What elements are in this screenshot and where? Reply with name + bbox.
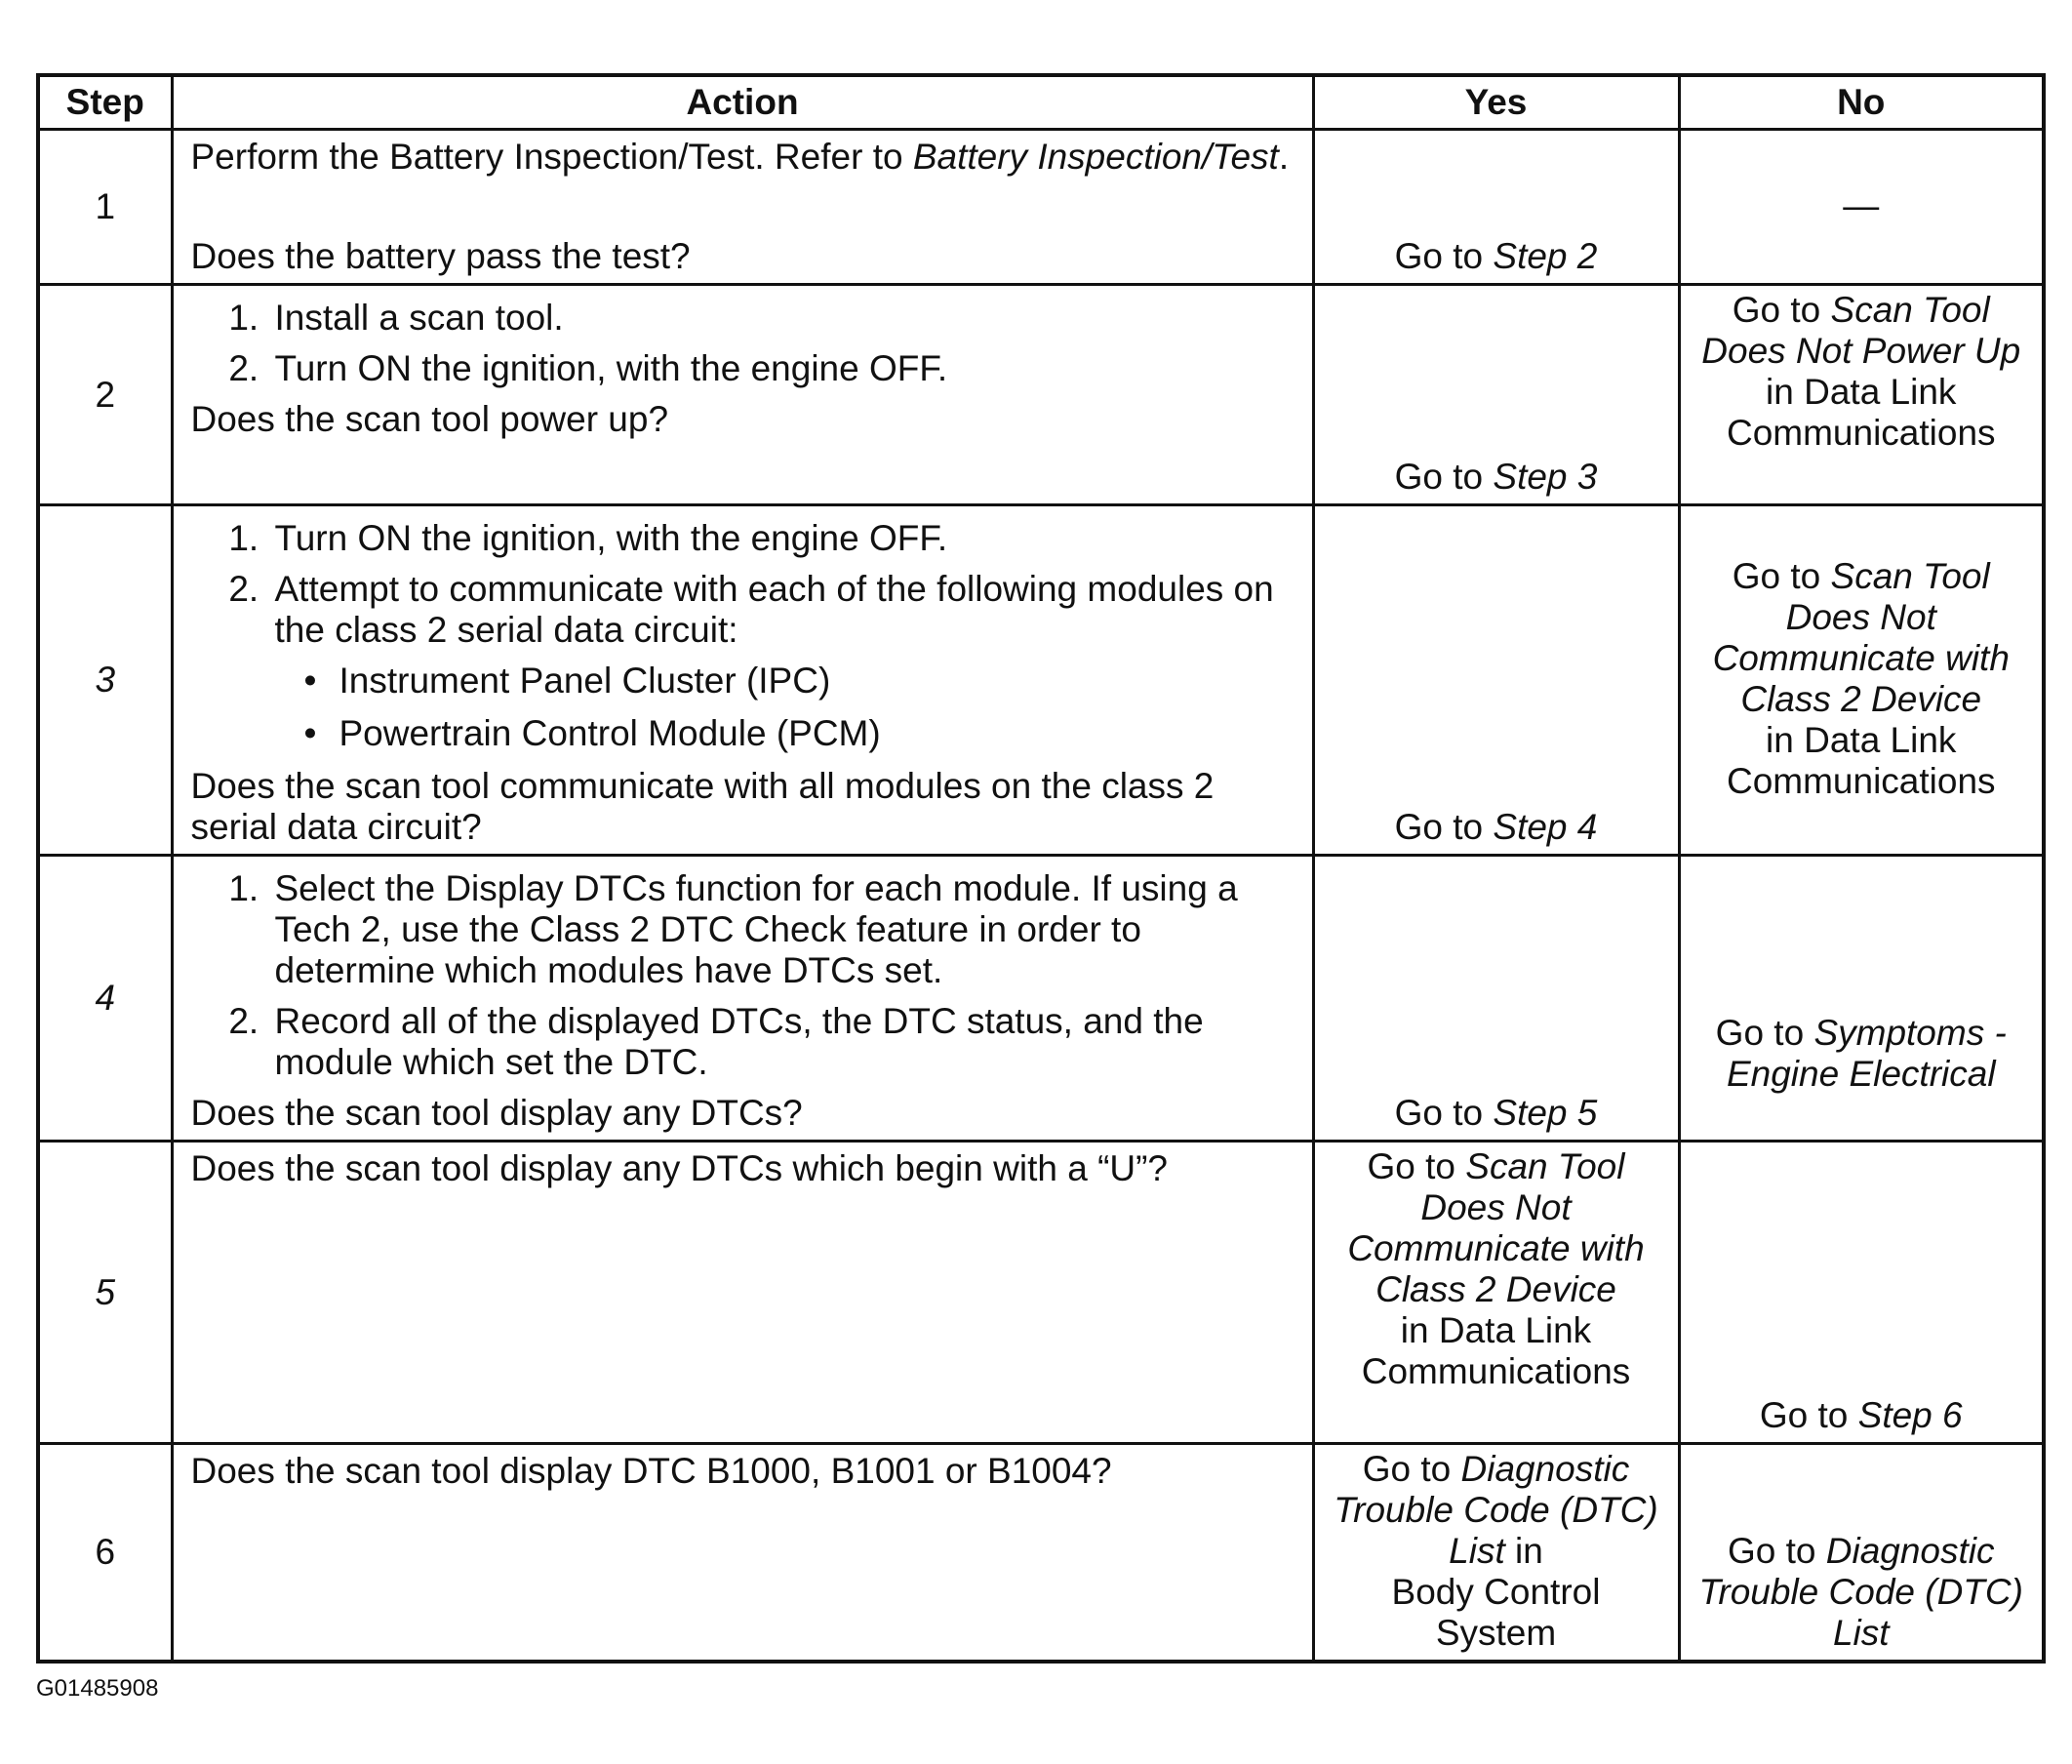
action-list — [191, 518, 1295, 754]
no-dash: — — [1843, 185, 1880, 225]
table-row-step-6 — [38, 1444, 2044, 1663]
reference-link[interactable]: Battery Inspection/Test — [912, 137, 1279, 177]
yes-cell: Go to Step 2 — [1313, 130, 1679, 285]
table-row-step-1 — [38, 130, 2044, 285]
action-cell — [172, 285, 1313, 505]
step-number: 1 — [38, 130, 172, 285]
header-no: No — [1679, 75, 2044, 130]
yes-reference[interactable]: Go to Scan Tool Does Not Communicate with Class 2 Device in Data Link Communications — [1347, 1146, 1645, 1391]
yes-cell — [1313, 1142, 1679, 1444]
action-item: 1. Turn ON the ignition, with the engine OFF. — [269, 518, 1295, 559]
action-cell — [172, 1142, 1313, 1444]
yes-cell: Go to Step 4 — [1313, 505, 1679, 856]
action-list — [191, 868, 1295, 1083]
table-row-step-4 — [38, 856, 2044, 1142]
yes-cell: Go to Step 3 — [1313, 285, 1679, 505]
no-cell — [1679, 285, 2044, 505]
header-row — [38, 75, 2044, 130]
table-row-step-5 — [38, 1142, 2044, 1444]
module-item: • Instrument Panel Cluster (IPC) — [303, 661, 831, 701]
step-number: 3 — [38, 505, 172, 856]
yes-cell — [1313, 1444, 1679, 1663]
step-link[interactable]: Step 2 — [1493, 236, 1598, 276]
question: Does the scan tool display any DTCs which begin with a “U”? — [190, 1148, 1169, 1188]
header-action: Action — [172, 75, 1313, 130]
diagnostic-table — [36, 73, 2046, 1664]
action-item: 1. Select the Display DTCs function for each module. If using a Tech 2, use the Class 2 DTC Check feature in order to determine which modules have DTCs set. — [269, 868, 1295, 991]
no-reference[interactable]: Go to Diagnostic Trouble Code (DTC) List — [1698, 1531, 2023, 1653]
module-item: • Powertrain Control Module (PCM) — [303, 713, 881, 753]
action-cell — [172, 130, 1313, 285]
step-number: 5 — [38, 1142, 172, 1444]
action-item: 1. Install a scan tool. — [269, 298, 1295, 339]
table-row-step-2 — [38, 285, 2044, 505]
step-number: 4 — [38, 856, 172, 1142]
no-reference[interactable]: Go to Scan Tool Does Not Communicate with Class 2 Device in Data Link Communications — [1712, 556, 2010, 801]
instruction: Perform the Battery Inspection/Test. Refer to Battery Inspection/Test. — [190, 137, 1290, 177]
no-cell — [1679, 856, 2044, 1142]
no-cell: Go to Step 6 — [1679, 1142, 2044, 1444]
step-number: 2 — [38, 285, 172, 505]
no-cell — [1679, 130, 2044, 285]
action-cell — [172, 1444, 1313, 1663]
table-row-step-3 — [38, 505, 2044, 856]
question: Does the scan tool display DTC B1000, B1001 or B1004? — [190, 1451, 1112, 1491]
no-cell — [1679, 505, 2044, 856]
action-item: 2. Record all of the displayed DTCs, the DTC status, and the module which set the DTC. — [269, 1001, 1295, 1083]
figure-id: G01485908 — [36, 1675, 159, 1702]
step-number: 6 — [38, 1444, 172, 1663]
action-cell — [172, 505, 1313, 856]
action-list — [191, 298, 1295, 389]
header-step: Step — [38, 75, 172, 130]
no-cell — [1679, 1444, 2044, 1663]
action-item: 2. Turn ON the ignition, with the engine OFF. — [269, 348, 1295, 389]
question: Does the scan tool power up? — [190, 399, 669, 439]
question: Does the battery pass the test? — [190, 236, 691, 276]
step-link[interactable]: Step 4 — [1493, 807, 1598, 847]
no-reference[interactable]: Go to Scan Tool Does Not Power Up in Data Link Communications — [1701, 290, 2021, 453]
step-link[interactable]: Step 3 — [1493, 457, 1598, 497]
no-reference[interactable]: Go to Symptoms - Engine Electrical — [1715, 1013, 2007, 1094]
question: Does the scan tool communicate with all modules on the class 2 serial data circuit? — [190, 766, 1215, 847]
header-yes: Yes — [1313, 75, 1679, 130]
module-list — [275, 661, 1295, 754]
action-cell — [172, 856, 1313, 1142]
yes-reference[interactable]: Go to Diagnostic Trouble Code (DTC) List in Body Control System — [1334, 1449, 1658, 1653]
step-link[interactable]: Step 5 — [1493, 1093, 1598, 1133]
yes-cell: Go to Step 5 — [1313, 856, 1679, 1142]
question: Does the scan tool display any DTCs? — [190, 1093, 803, 1133]
action-item: 2. Attempt to communicate with each of the following modules on the class 2 serial data circuit: • Instrument Panel Cluster (IPC) • Powertrain Control Module (PCM) — [269, 569, 1295, 754]
step-link[interactable]: Step 6 — [1857, 1395, 1963, 1435]
